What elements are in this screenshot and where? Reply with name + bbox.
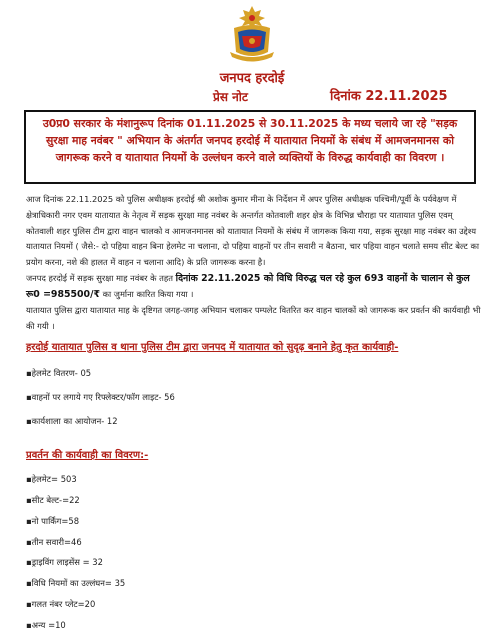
list-item: ▪हेलमेट= 503 [26, 474, 77, 484]
para2-tail: का जुर्माना कारित किया गया । [100, 288, 194, 299]
press-note-label: प्रेस नोट [213, 90, 248, 104]
list-item: ▪अन्य =10 [26, 620, 66, 630]
district-heading: जनपद हरदोई [219, 71, 285, 86]
press-note-date: दिनांक 22.11.2025 [330, 89, 448, 104]
list-item: ▪वाहनों पर लगाये गए रिफ्लेक्टर/फॉग लाइट- 56 [26, 392, 175, 402]
list-item: ▪कार्यशाला का आयोजन- 12 [26, 416, 118, 426]
list-item: ▪ड्राइविंग लाइसेंस = 32 [26, 557, 103, 567]
list-item: ▪विधि नियमों का उल्लंघन= 35 [26, 578, 126, 588]
para2-lead: जनपद हरदोई में सड़क सुरक्षा माह नवंबर के तहत [26, 273, 176, 283]
list-item: ▪सीट बेल्ट-=22 [26, 495, 80, 505]
up-police-emblem-icon [222, 2, 282, 62]
list-item: ▪गलत नंबर प्लेट=20 [26, 599, 96, 609]
list-item: ▪नो पार्किंग=58 [26, 516, 80, 526]
body-paragraph-3: यातायात पुलिस द्वारा यातायात माह के दृष्टिगत जगह-जगह अभियान चलाकर पम्पलेट वितरित कर वाहन चालकों को जागरूक कर प्रवर्तन की कार्यवाही भी की गयी । [26, 305, 481, 331]
list-item: ▪तीन सवारी=46 [26, 537, 82, 547]
body-paragraph-1: आज दिनांक 22.11.2025 को पुलिस अधीक्षक हरदोई श्री अशोक कुमार मीना के निर्देशन में अपर पुलिस अधीक्षक पश्चिमी/पूर्वी के पर्यवेक्षण में क्षेत्राधिकारी नगर एवम यातायात के नेतृत्व में सड़क सुरक्षा माह नवंबर के अन्तर्गत कोतवाली शहर क्षेत्र के विभिन्न चौराहा पर यातायात पुलिस एवम् कोतवाली शहर पुलिस टीम द्वारा वाहन चालको व आमजनमानस को यातायात नियमों के संबंध में जागरूक किया गया, सड़क सुरक्षा माह नवंबर का उद्देश्य यातायात नियमों ( जैसे:- दो पहिया वाहन बिना हेलमेट ना चलाना, दो पहिया वाहनों पर तीन सवारी न बैठाना, चार पहिया वाहन चलाते समय सीट बेल्ट का प्रयोग करना, नशे की हालत में वाहन न चलाना आदि) के प्रति जागरूक करना है। [26, 194, 479, 268]
section-title-actions: हरदोई यातायात पुलिस व थाना पुलिस टीम द्वारा जनपद में यातायात को सुदृढ़ बनाने हेतु कृत कार्यवाही- [26, 342, 399, 353]
para2-challan-summary: दिनांक 22.11.2025 को विधि विरुद्ध चल रहे कुल 693 वाहनों के चालान से कुल रू0 =985500/₹ [26, 273, 470, 300]
headline-box: उ0प्र0 सरकार के मंशानुरूप दिनांक 01.11.2025 से 30.11.2025 के मध्य चलाये जा रहे "सड़क सुरक्षा माह नवंबर " अभियान के अंतर्गत जनपद हरदोई में यातायात नियमों के संबंध में आमजनमानस को जागरूक करने व यातायात नियमों के उल्लंघन करने वाले व्यक्तियों के विरुद्ध कार्यवाही का विवरण । [24, 110, 476, 184]
body-paragraph-2 [26, 271, 482, 303]
list-item: ▪हेलमेट वितरण- 05 [26, 368, 92, 378]
section-title-enforcement: प्रवर्तन की कार्यवाही का विवरण:- [26, 450, 149, 461]
